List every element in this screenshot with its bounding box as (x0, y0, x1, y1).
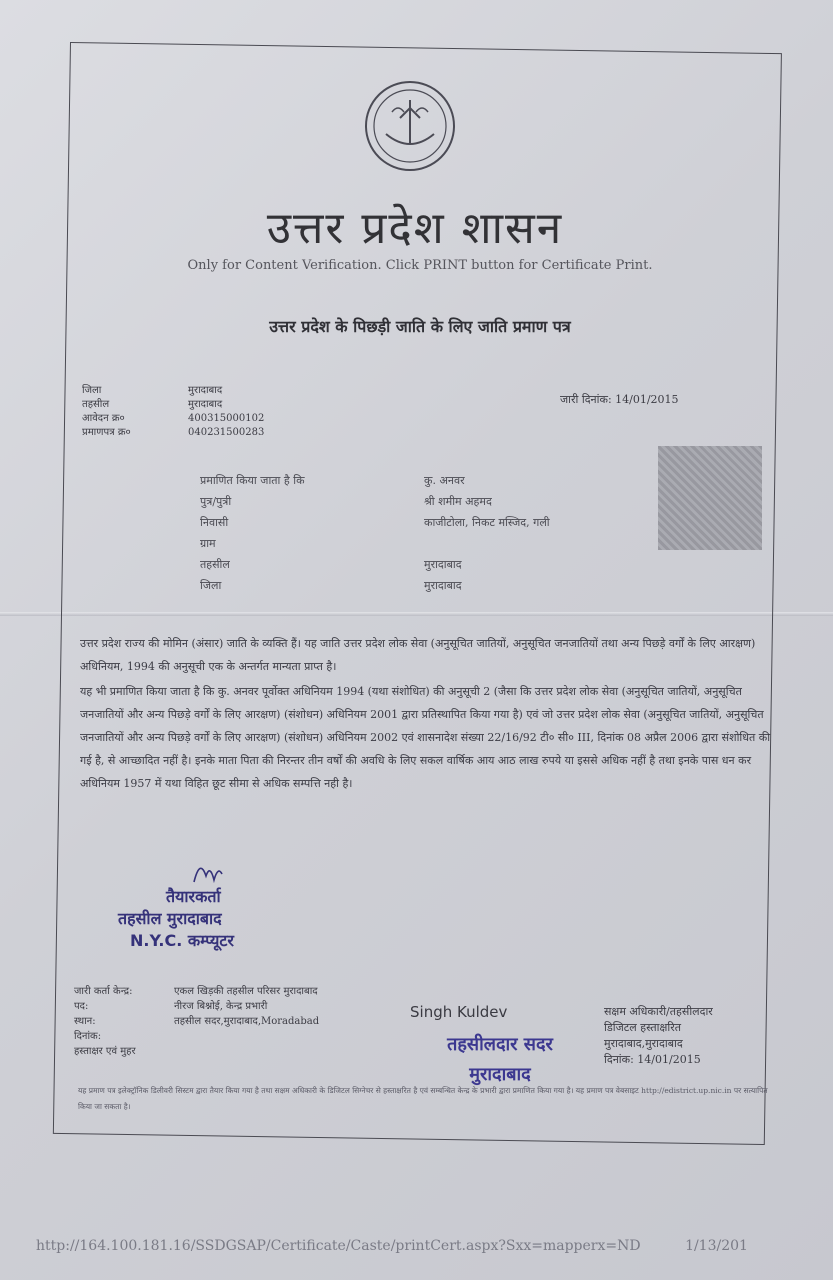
verification-note: Only for Content Verification. Click PRINT button for Certificate Print. (187, 258, 653, 273)
government-title: उत्तर प्रदेश शासन (266, 203, 564, 254)
up-state-emblem-icon (362, 78, 458, 174)
applicant-photo (658, 446, 762, 550)
footer-row: हस्ताक्षर एवं मुहर (74, 1046, 136, 1057)
stamp-tehsil: तहसील मुरादाबाद (118, 909, 222, 928)
stamp-preparer-label: तैयारकर्ता (166, 887, 221, 906)
stamp-tehsildar: तहसीलदार सदर (447, 1034, 553, 1055)
tehsildar-stamp (410, 1030, 590, 1090)
footer-row: स्थान: तहसील सदर,मुरादाबाद,Moradabad (74, 1016, 320, 1027)
certificate-title: उत्तर प्रदेश के पिछड़ी जाति के लिए जाति प्रमाण पत्र (269, 317, 571, 336)
certificate-body (80, 632, 778, 797)
print-url: http://164.100.181.16/SSDGSAP/Certificate/Caste/printCert.aspx?Sxx=mapperx=ND (36, 1238, 641, 1254)
footer-row: पद: नीरज बिश्नोई, केन्द्र प्रभारी (74, 1001, 268, 1012)
issuing-center-details (74, 984, 319, 1059)
preparer-stamp (118, 862, 234, 952)
application-details (82, 384, 264, 440)
meta-row: तहसील मुरादाबाद (82, 399, 223, 410)
footer-row: जारी कर्ता केन्द्र: एकल खिड़की तहसील परिसर मुरादाबाद (74, 986, 318, 997)
person-row: निवासी काजीटोला, निकट मस्जिद, गली (200, 516, 550, 529)
competent-officer: सक्षम अधिकारी/तहसीलदार डिजिटल हस्ताक्षरित मुरादाबाद,मुरादाबाद दिनांक: 14/01/2015 (604, 1005, 713, 1066)
body-paragraph-1: उत्तर प्रदेश राज्य की मोमिन (अंसार) जाति के व्यक्ति हैं। यह जाति उत्तर प्रदेश लोक सेवा (अनुसूचित जातियों, अनुसूचित जनजातियों तथा अन्य पिछड़े वर्गों के लिए आरक्षण) अधिनियम, 1994 की अनुसूची एक के अन्तर्गत मान्यता प्राप्त है। (80, 637, 756, 673)
body-paragraph-2: यह भी प्रमाणित किया जाता है कि कु. अनवर पूर्वोक्त अधिनियम 1994 (यथा संशोधित) की अनुसूची 2 (जैसा कि उत्तर प्रदेश लोक सेवा (अनुसूचित जातियों, अनुसूचित जनजातियों और अन्य पिछड़े वर्गों के लिए आरक्षण) (संशोधन) अधिनियम 2001 द्वारा प्रतिस्थापित किया गया है) एवं जो उत्तर प्रदेश लोक सेवा (अनुसूचित जातियों, अनुसूचित जनजातियों और अन्य पिछड़े वर्गों के लिए आरक्षण) (संशोधन) अधिनियम 2002 एवं शासनादेश संख्या 22/16/92 टी० सी० III, दिनांक 08 अप्रैल 2006 द्वारा संशोधित की गई है, से आच्छादित नहीं है। इनके माता पिता की निरन्तर तीन वर्षों की अवधि के लिए सकल वार्षिक आय आठ लाख रुपये या इससे अधिक नहीं है तथा इनके पास धन कर अधिनियम 1957 में यथा विहित छूट सीमा से अधिक सम्पत्ति नही है। (80, 685, 771, 790)
issue-date: जारी दिनांक: 14/01/2015 (560, 393, 679, 406)
meta-row: जिला मुरादाबाद (82, 385, 223, 396)
footer-row: दिनांक: (74, 1031, 102, 1042)
person-row: पुत्र/पुत्री श्री शमीम अहमद (200, 495, 492, 508)
person-row: तहसील मुरादाबाद (200, 558, 462, 571)
person-row: ग्राम (200, 537, 216, 550)
disclaimer-text: यह प्रमाण पत्र इलेक्ट्रॉनिक डिलीवरी सिस्टम द्वारा तैयार किया गया है तथा सक्षम अधिकारी के डिजिटल सिग्नेचर से हस्ताक्षरित है एवं सम्बन्धित केन्द्र के प्रभारी द्वारा प्रमाणित किया गया है। यह प्रमाण पत्र वेबसाइट http://edistrict.up.nic.in पर सत्यापित किया जा सकता है। (78, 1086, 768, 1111)
meta-row: आवेदन क्र० 400315000102 (82, 413, 265, 424)
stamp-district: मुरादाबाद (469, 1064, 531, 1085)
meta-row: प्रमाणपत्र क्र० 040231500283 (82, 427, 265, 438)
signer-name: Singh Kuldev (410, 1003, 508, 1021)
stamp-computer: N.Y.C. कम्प्यूटर (130, 931, 234, 950)
print-footer-url (36, 1238, 748, 1254)
print-date: 1/13/201 (685, 1238, 748, 1254)
applicant-details (200, 470, 550, 596)
digital-signature (410, 1003, 507, 1021)
person-row: जिला मुरादाबाद (200, 579, 462, 592)
person-row: प्रमाणित किया जाता है कि कु. अनवर (200, 474, 465, 487)
preparer-signature-icon (188, 856, 228, 886)
